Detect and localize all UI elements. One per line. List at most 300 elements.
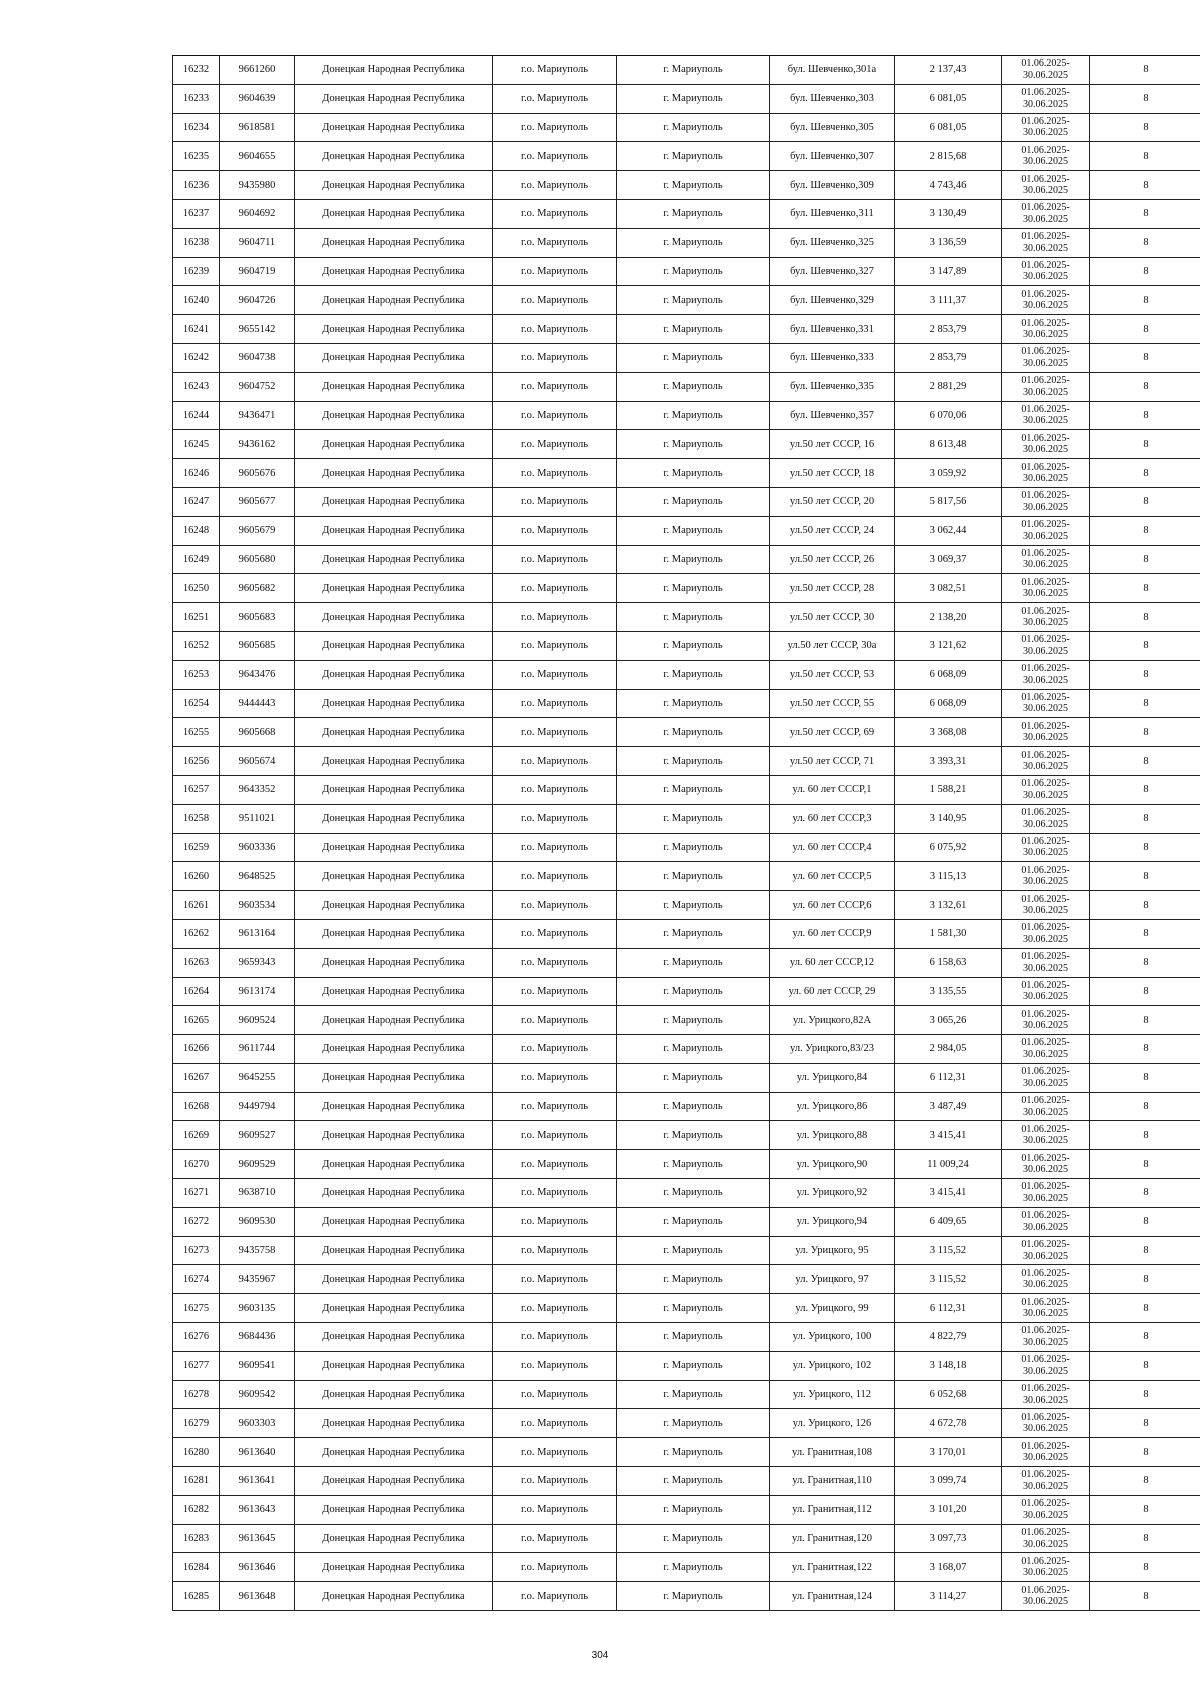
cell-area: 6 068,09 — [895, 660, 1002, 689]
cell-district: г.о. Мариуполь — [493, 1467, 617, 1496]
cell-region: Донецкая Народная Республика — [295, 1006, 493, 1035]
period-end: 30.06.2025 — [1023, 559, 1068, 571]
cell-period — [1002, 228, 1090, 257]
cell-region: Донецкая Народная Республика — [295, 113, 493, 142]
cell-area: 3 115,13 — [895, 862, 1002, 891]
period-start: 01.06.2025- — [1021, 1469, 1070, 1481]
period-end: 30.06.2025 — [1023, 617, 1068, 629]
cell-object-id: 9603336 — [220, 833, 295, 862]
cell-district: г.о. Мариуполь — [493, 1323, 617, 1352]
period-start: 01.06.2025- — [1021, 893, 1070, 905]
cell-address: ул.50 лет СССР, 71 — [770, 747, 895, 776]
table-row — [173, 804, 1200, 833]
cell-region: Донецкая Народная Республика — [295, 199, 493, 228]
cell-region: Донецкая Народная Республика — [295, 1063, 493, 1092]
cell-address: ул. Урицкого,82А — [770, 1006, 895, 1035]
cell-region: Донецкая Народная Республика — [295, 1351, 493, 1380]
cell-address: ул. 60 лет СССР,9 — [770, 919, 895, 948]
cell-record-number: 16242 — [173, 343, 220, 372]
table-row — [173, 660, 1200, 689]
table-row — [173, 1409, 1200, 1438]
cell-district: г.о. Мариуполь — [493, 1063, 617, 1092]
cell-area: 2 138,20 — [895, 603, 1002, 632]
cell-value: 8 — [1090, 487, 1200, 516]
period-start: 01.06.2025- — [1021, 979, 1070, 991]
cell-value: 8 — [1090, 574, 1200, 603]
cell-period — [1002, 343, 1090, 372]
cell-record-number: 16285 — [173, 1582, 220, 1611]
cell-object-id: 9609541 — [220, 1351, 295, 1380]
period-end: 30.06.2025 — [1023, 962, 1068, 974]
cell-city: г. Мариуполь — [617, 1207, 770, 1236]
cell-address: ул.50 лет СССР, 28 — [770, 574, 895, 603]
cell-record-number: 16257 — [173, 775, 220, 804]
period-start: 01.06.2025- — [1021, 807, 1070, 819]
cell-record-number: 16279 — [173, 1409, 220, 1438]
period-end: 30.06.2025 — [1023, 1567, 1068, 1579]
cell-area: 3 114,27 — [895, 1582, 1002, 1611]
cell-district: г.о. Мариуполь — [493, 1092, 617, 1121]
table-row — [173, 1265, 1200, 1294]
period-end: 30.06.2025 — [1023, 156, 1068, 168]
cell-record-number: 16267 — [173, 1063, 220, 1092]
cell-value: 8 — [1090, 257, 1200, 286]
cell-district: г.о. Мариуполь — [493, 1121, 617, 1150]
cell-district: г.о. Мариуполь — [493, 257, 617, 286]
cell-value: 8 — [1090, 1006, 1200, 1035]
cell-period — [1002, 459, 1090, 488]
cell-region: Донецкая Народная Республика — [295, 1207, 493, 1236]
cell-district: г.о. Мариуполь — [493, 430, 617, 459]
table-row — [173, 401, 1200, 430]
period-start: 01.06.2025- — [1021, 1440, 1070, 1452]
cell-period — [1002, 1524, 1090, 1553]
cell-address: ул.50 лет СССР, 16 — [770, 430, 895, 459]
cell-district: г.о. Мариуполь — [493, 459, 617, 488]
cell-district: г.о. Мариуполь — [493, 1351, 617, 1380]
table-row — [173, 1006, 1200, 1035]
cell-object-id: 9435758 — [220, 1236, 295, 1265]
table-body — [173, 56, 1200, 1611]
cell-city: г. Мариуполь — [617, 1409, 770, 1438]
cell-period — [1002, 631, 1090, 660]
period-start: 01.06.2025- — [1021, 634, 1070, 646]
cell-period — [1002, 775, 1090, 804]
table-row — [173, 977, 1200, 1006]
cell-district: г.о. Мариуполь — [493, 228, 617, 257]
period-start: 01.06.2025- — [1021, 317, 1070, 329]
table-row — [173, 228, 1200, 257]
cell-period — [1002, 1582, 1090, 1611]
cell-object-id: 9613643 — [220, 1495, 295, 1524]
cell-city: г. Мариуполь — [617, 977, 770, 1006]
cell-object-id: 9435967 — [220, 1265, 295, 1294]
cell-value: 8 — [1090, 1582, 1200, 1611]
cell-area: 6 075,92 — [895, 833, 1002, 862]
cell-city: г. Мариуполь — [617, 56, 770, 85]
cell-district: г.о. Мариуполь — [493, 718, 617, 747]
cell-period — [1002, 430, 1090, 459]
period-end: 30.06.2025 — [1023, 1394, 1068, 1406]
cell-value: 8 — [1090, 1409, 1200, 1438]
cell-object-id: 9604639 — [220, 84, 295, 113]
cell-city: г. Мариуполь — [617, 113, 770, 142]
cell-city: г. Мариуполь — [617, 199, 770, 228]
cell-period — [1002, 545, 1090, 574]
cell-object-id: 9605674 — [220, 747, 295, 776]
period-end: 30.06.2025 — [1023, 1077, 1068, 1089]
period-end: 30.06.2025 — [1023, 1135, 1068, 1147]
cell-district: г.о. Мариуполь — [493, 142, 617, 171]
cell-area: 3 101,20 — [895, 1495, 1002, 1524]
cell-address: ул. Гранитная,122 — [770, 1553, 895, 1582]
cell-object-id: 9618581 — [220, 113, 295, 142]
period-start: 01.06.2025- — [1021, 1527, 1070, 1539]
period-end: 30.06.2025 — [1023, 991, 1068, 1003]
cell-area: 6 409,65 — [895, 1207, 1002, 1236]
table-row — [173, 1294, 1200, 1323]
cell-value: 8 — [1090, 545, 1200, 574]
period-start: 01.06.2025- — [1021, 403, 1070, 415]
cell-value: 8 — [1090, 660, 1200, 689]
cell-area: 3 062,44 — [895, 516, 1002, 545]
period-end: 30.06.2025 — [1023, 501, 1068, 513]
period-start: 01.06.2025- — [1021, 1008, 1070, 1020]
table-row — [173, 775, 1200, 804]
cell-address: бул. Шевченко,327 — [770, 257, 895, 286]
cell-object-id: 9613641 — [220, 1467, 295, 1496]
cell-area: 3 099,74 — [895, 1467, 1002, 1496]
cell-period — [1002, 1409, 1090, 1438]
cell-record-number: 16261 — [173, 891, 220, 920]
cell-value: 8 — [1090, 343, 1200, 372]
cell-address: бул. Шевченко,325 — [770, 228, 895, 257]
period-start: 01.06.2025- — [1021, 173, 1070, 185]
table-row — [173, 603, 1200, 632]
cell-address: ул. Урицкого, 97 — [770, 1265, 895, 1294]
cell-area: 3 132,61 — [895, 891, 1002, 920]
cell-value: 8 — [1090, 919, 1200, 948]
cell-object-id: 9645255 — [220, 1063, 295, 1092]
cell-period — [1002, 1092, 1090, 1121]
cell-region: Донецкая Народная Республика — [295, 603, 493, 632]
cell-region: Донецкая Народная Республика — [295, 1467, 493, 1496]
cell-record-number: 16240 — [173, 286, 220, 315]
table-row — [173, 919, 1200, 948]
cell-area: 3 487,49 — [895, 1092, 1002, 1121]
cell-area: 3 415,41 — [895, 1179, 1002, 1208]
cell-address: ул. Урицкого, 99 — [770, 1294, 895, 1323]
cell-value: 8 — [1090, 142, 1200, 171]
cell-object-id: 9643476 — [220, 660, 295, 689]
period-end: 30.06.2025 — [1023, 1048, 1068, 1060]
cell-period — [1002, 1179, 1090, 1208]
cell-district: г.о. Мариуполь — [493, 56, 617, 85]
cell-record-number: 16239 — [173, 257, 220, 286]
cell-area: 2 853,79 — [895, 315, 1002, 344]
cell-address: ул. Урицкого, 100 — [770, 1323, 895, 1352]
period-start: 01.06.2025- — [1021, 375, 1070, 387]
cell-period — [1002, 833, 1090, 862]
cell-city: г. Мариуполь — [617, 1380, 770, 1409]
cell-city: г. Мариуполь — [617, 459, 770, 488]
cell-city: г. Мариуполь — [617, 257, 770, 286]
cell-region: Донецкая Народная Республика — [295, 430, 493, 459]
cell-value: 8 — [1090, 1207, 1200, 1236]
period-start: 01.06.2025- — [1021, 576, 1070, 588]
cell-value: 8 — [1090, 286, 1200, 315]
cell-district: г.о. Мариуполь — [493, 171, 617, 200]
cell-area: 3 115,52 — [895, 1265, 1002, 1294]
cell-region: Донецкая Народная Республика — [295, 775, 493, 804]
cell-city: г. Мариуполь — [617, 1294, 770, 1323]
cell-record-number: 16278 — [173, 1380, 220, 1409]
period-start: 01.06.2025- — [1021, 922, 1070, 934]
cell-object-id: 9605676 — [220, 459, 295, 488]
table-row — [173, 948, 1200, 977]
cell-city: г. Мариуполь — [617, 1150, 770, 1179]
cell-object-id: 9605680 — [220, 545, 295, 574]
cell-area: 3 065,26 — [895, 1006, 1002, 1035]
table-row — [173, 631, 1200, 660]
cell-area: 6 068,09 — [895, 689, 1002, 718]
cell-value: 8 — [1090, 1121, 1200, 1150]
cell-city: г. Мариуполь — [617, 1035, 770, 1064]
cell-city: г. Мариуполь — [617, 1467, 770, 1496]
cell-area: 3 069,37 — [895, 545, 1002, 574]
period-start: 01.06.2025- — [1021, 749, 1070, 761]
cell-city: г. Мариуполь — [617, 84, 770, 113]
period-start: 01.06.2025- — [1021, 1037, 1070, 1049]
period-start: 01.06.2025- — [1021, 432, 1070, 444]
period-start: 01.06.2025- — [1021, 778, 1070, 790]
cell-value: 8 — [1090, 631, 1200, 660]
cell-address: ул. Гранитная,108 — [770, 1438, 895, 1467]
cell-record-number: 16259 — [173, 833, 220, 862]
cell-address: бул. Шевченко,329 — [770, 286, 895, 315]
cell-region: Донецкая Народная Республика — [295, 84, 493, 113]
cell-region: Донецкая Народная Республика — [295, 401, 493, 430]
cell-period — [1002, 372, 1090, 401]
cell-address: бул. Шевченко,301а — [770, 56, 895, 85]
cell-period — [1002, 1438, 1090, 1467]
cell-address: бул. Шевченко,305 — [770, 113, 895, 142]
cell-value: 8 — [1090, 1524, 1200, 1553]
table-row — [173, 1207, 1200, 1236]
table-row — [173, 1524, 1200, 1553]
period-end: 30.06.2025 — [1023, 703, 1068, 715]
cell-region: Донецкая Народная Республика — [295, 1380, 493, 1409]
cell-region: Донецкая Народная Республика — [295, 862, 493, 891]
cell-district: г.о. Мариуполь — [493, 545, 617, 574]
period-end: 30.06.2025 — [1023, 761, 1068, 773]
period-end: 30.06.2025 — [1023, 98, 1068, 110]
cell-period — [1002, 1207, 1090, 1236]
cell-city: г. Мариуполь — [617, 1063, 770, 1092]
cell-region: Донецкая Народная Республика — [295, 343, 493, 372]
cell-object-id: 9661260 — [220, 56, 295, 85]
period-start: 01.06.2025- — [1021, 461, 1070, 473]
period-end: 30.06.2025 — [1023, 69, 1068, 81]
cell-object-id: 9659343 — [220, 948, 295, 977]
cell-city: г. Мариуполь — [617, 1582, 770, 1611]
cell-region: Донецкая Народная Республика — [295, 948, 493, 977]
cell-area: 3 130,49 — [895, 199, 1002, 228]
cell-area: 2 137,43 — [895, 56, 1002, 85]
cell-district: г.о. Мариуполь — [493, 977, 617, 1006]
cell-object-id: 9604655 — [220, 142, 295, 171]
cell-record-number: 16252 — [173, 631, 220, 660]
period-start: 01.06.2025- — [1021, 835, 1070, 847]
cell-region: Донецкая Народная Республика — [295, 1495, 493, 1524]
cell-city: г. Мариуполь — [617, 343, 770, 372]
cell-region: Донецкая Народная Республика — [295, 56, 493, 85]
cell-address: ул. Гранитная,124 — [770, 1582, 895, 1611]
cell-address: ул.50 лет СССР, 30 — [770, 603, 895, 632]
cell-object-id: 9604726 — [220, 286, 295, 315]
period-end: 30.06.2025 — [1023, 1423, 1068, 1435]
cell-address: бул. Шевченко,357 — [770, 401, 895, 430]
cell-period — [1002, 1035, 1090, 1064]
cell-period — [1002, 315, 1090, 344]
cell-object-id: 9435980 — [220, 171, 295, 200]
cell-value: 8 — [1090, 804, 1200, 833]
cell-region: Донецкая Народная Республика — [295, 1121, 493, 1150]
cell-value: 8 — [1090, 1150, 1200, 1179]
cell-period — [1002, 948, 1090, 977]
cell-district: г.о. Мариуполь — [493, 401, 617, 430]
cell-area: 6 112,31 — [895, 1294, 1002, 1323]
cell-city: г. Мариуполь — [617, 660, 770, 689]
cell-value: 8 — [1090, 1323, 1200, 1352]
cell-value: 8 — [1090, 1294, 1200, 1323]
cell-region: Донецкая Народная Республика — [295, 891, 493, 920]
cell-address: ул. Урицкого,88 — [770, 1121, 895, 1150]
cell-region: Донецкая Народная Республика — [295, 315, 493, 344]
cell-record-number: 16238 — [173, 228, 220, 257]
cell-region: Донецкая Народная Республика — [295, 1438, 493, 1467]
cell-district: г.о. Мариуполь — [493, 833, 617, 862]
cell-record-number: 16234 — [173, 113, 220, 142]
cell-period — [1002, 199, 1090, 228]
cell-record-number: 16245 — [173, 430, 220, 459]
cell-area: 3 140,95 — [895, 804, 1002, 833]
cell-district: г.о. Мариуполь — [493, 1236, 617, 1265]
cell-area: 3 168,07 — [895, 1553, 1002, 1582]
period-start: 01.06.2025- — [1021, 663, 1070, 675]
cell-region: Донецкая Народная Республика — [295, 1409, 493, 1438]
cell-area: 8 613,48 — [895, 430, 1002, 459]
period-end: 30.06.2025 — [1023, 127, 1068, 139]
cell-value: 8 — [1090, 459, 1200, 488]
cell-region: Донецкая Народная Республика — [295, 574, 493, 603]
cell-address: ул.50 лет СССР, 26 — [770, 545, 895, 574]
cell-region: Донецкая Народная Республика — [295, 1179, 493, 1208]
cell-region: Донецкая Народная Республика — [295, 919, 493, 948]
cell-address: ул. Гранитная,110 — [770, 1467, 895, 1496]
table-row — [173, 1438, 1200, 1467]
cell-district: г.о. Мариуполь — [493, 603, 617, 632]
cell-value: 8 — [1090, 1467, 1200, 1496]
cell-record-number: 16248 — [173, 516, 220, 545]
period-end: 30.06.2025 — [1023, 674, 1068, 686]
cell-period — [1002, 142, 1090, 171]
cell-value: 8 — [1090, 1265, 1200, 1294]
cell-value: 8 — [1090, 1063, 1200, 1092]
cell-record-number: 16251 — [173, 603, 220, 632]
cell-value: 8 — [1090, 891, 1200, 920]
cell-area: 3 082,51 — [895, 574, 1002, 603]
table-row — [173, 199, 1200, 228]
cell-address: ул. 60 лет СССР,6 — [770, 891, 895, 920]
cell-record-number: 16233 — [173, 84, 220, 113]
cell-city: г. Мариуполь — [617, 919, 770, 948]
cell-city: г. Мариуполь — [617, 1323, 770, 1352]
period-start: 01.06.2025- — [1021, 1123, 1070, 1135]
cell-object-id: 9684436 — [220, 1323, 295, 1352]
period-end: 30.06.2025 — [1023, 329, 1068, 341]
cell-region: Донецкая Народная Республика — [295, 804, 493, 833]
cell-district: г.о. Мариуполь — [493, 1380, 617, 1409]
table-row — [173, 718, 1200, 747]
cell-period — [1002, 1121, 1090, 1150]
table-row — [173, 1467, 1200, 1496]
period-end: 30.06.2025 — [1023, 1452, 1068, 1464]
cell-region: Донецкая Народная Республика — [295, 142, 493, 171]
cell-district: г.о. Мариуполь — [493, 689, 617, 718]
cell-address: ул.50 лет СССР, 30а — [770, 631, 895, 660]
cell-record-number: 16249 — [173, 545, 220, 574]
period-end: 30.06.2025 — [1023, 1596, 1068, 1608]
cell-value: 8 — [1090, 1179, 1200, 1208]
cell-record-number: 16282 — [173, 1495, 220, 1524]
cell-value: 8 — [1090, 516, 1200, 545]
cell-value: 8 — [1090, 1553, 1200, 1582]
cell-area: 3 170,01 — [895, 1438, 1002, 1467]
cell-period — [1002, 1150, 1090, 1179]
cell-record-number: 16266 — [173, 1035, 220, 1064]
cell-city: г. Мариуполь — [617, 804, 770, 833]
cell-region: Донецкая Народная Республика — [295, 1524, 493, 1553]
cell-record-number: 16284 — [173, 1553, 220, 1582]
table-row — [173, 84, 1200, 113]
period-start: 01.06.2025- — [1021, 1066, 1070, 1078]
period-start: 01.06.2025- — [1021, 1095, 1070, 1107]
cell-address: ул. Урицкого,94 — [770, 1207, 895, 1236]
cell-address: ул. 60 лет СССР,4 — [770, 833, 895, 862]
cell-address: ул. Урицкого,83/23 — [770, 1035, 895, 1064]
cell-address: ул.50 лет СССР, 20 — [770, 487, 895, 516]
cell-value: 8 — [1090, 1351, 1200, 1380]
period-end: 30.06.2025 — [1023, 1279, 1068, 1291]
cell-region: Донецкая Народная Республика — [295, 1035, 493, 1064]
cell-city: г. Мариуполь — [617, 1121, 770, 1150]
cell-record-number: 16265 — [173, 1006, 220, 1035]
cell-value: 8 — [1090, 1092, 1200, 1121]
table-row — [173, 1351, 1200, 1380]
cell-period — [1002, 1323, 1090, 1352]
period-end: 30.06.2025 — [1023, 271, 1068, 283]
period-end: 30.06.2025 — [1023, 789, 1068, 801]
cell-address: ул. Гранитная,120 — [770, 1524, 895, 1553]
cell-area: 6 052,68 — [895, 1380, 1002, 1409]
cell-city: г. Мариуполь — [617, 574, 770, 603]
period-start: 01.06.2025- — [1021, 144, 1070, 156]
period-end: 30.06.2025 — [1023, 530, 1068, 542]
cell-value: 8 — [1090, 747, 1200, 776]
cell-city: г. Мариуполь — [617, 171, 770, 200]
cell-object-id: 9511021 — [220, 804, 295, 833]
